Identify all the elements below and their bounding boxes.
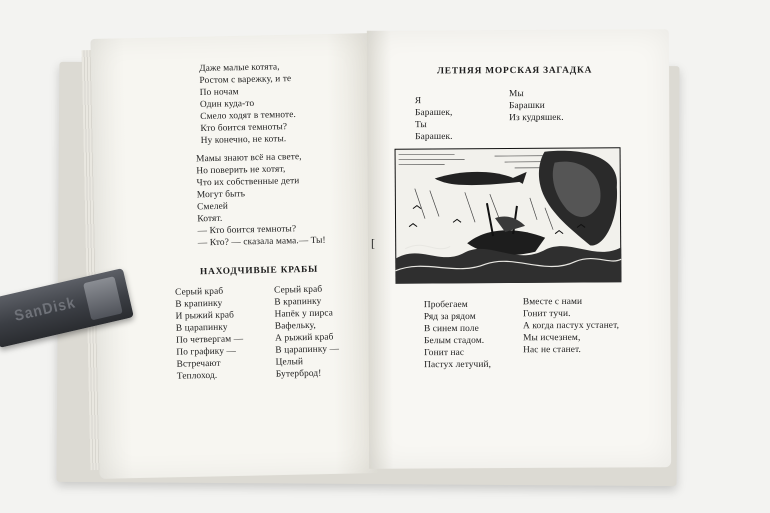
text-line: Смелей [197, 201, 229, 213]
text-line: Могут быть [196, 189, 246, 201]
poem-top [199, 61, 296, 147]
text-line: Ну конечно, не коты. [200, 134, 287, 146]
text-line: А когда пастух устанет, [522, 320, 620, 332]
text-line: По четвергам — [176, 334, 244, 346]
text-line: Ты [415, 120, 427, 131]
riddle-col-1 [415, 95, 453, 143]
poem-mid [196, 151, 326, 250]
crabs-title: НАХОДЧИВЫЕ КРАБЫ [199, 264, 319, 278]
lower-col-2 [523, 296, 619, 357]
text-line: В царапинку [175, 322, 228, 334]
text-line: — Кто боится темноты? [197, 224, 297, 237]
text-line: Белым стадом. [424, 335, 485, 347]
text-line: Вместе с нами [522, 296, 583, 308]
text-line: Мы исчезнем, [523, 332, 581, 344]
text-line: Встречают [176, 358, 221, 370]
text-line: Бутерброд! [275, 368, 322, 380]
gutter-mark: [ [371, 236, 375, 250]
text-line: — Кто? — сказала мама.— Ты! [197, 235, 326, 249]
text-line: В крапинку [274, 296, 322, 308]
text-line: Теплоход. [176, 370, 218, 382]
text-line: Один куда-то [199, 98, 255, 111]
text-line: Но поверить не хотят, [196, 164, 286, 177]
text-line: Я [414, 96, 422, 107]
storm-sea-ship-icon [395, 147, 622, 284]
text-line: Нас не станет. [523, 344, 581, 356]
riddle-title: ЛЕТНЯЯ МОРСКАЯ ЗАГАДКА [436, 65, 593, 77]
text-line: В синем поле [423, 323, 479, 335]
text-line: И рыжий краб [175, 310, 235, 322]
text-line: Барашки [508, 100, 545, 112]
text-line: Мамы знают всё на свете, [196, 152, 302, 165]
text-line: Гонит тучи. [522, 309, 571, 320]
drive-clip [83, 276, 123, 320]
lower-col-1 [424, 299, 491, 371]
text-line: По ночам [199, 87, 239, 99]
drive-label: SanDisk [12, 293, 78, 325]
crabs-col-1 [175, 285, 244, 382]
text-line: Барашек. [415, 131, 453, 143]
text-line: В крапинку [175, 298, 223, 310]
text-line: Что их собственные дети [196, 176, 300, 189]
text-line: Кто боится темноты? [200, 122, 288, 134]
text-line: В царапинку — [275, 344, 340, 356]
text-line: Ростом с варежку, и те [199, 74, 292, 87]
text-line: Из кудряшек. [509, 112, 564, 124]
crabs-col-2 [274, 283, 340, 380]
text-line: Гонит нас [424, 347, 465, 359]
text-line: А рыжий краб [275, 332, 334, 344]
text-line: Напёк у пирса [274, 308, 334, 320]
riddle-col-2 [509, 88, 564, 124]
text-line: Барашек, [414, 107, 453, 119]
text-line: Серый краб [175, 286, 224, 298]
text-line: Котят. [197, 213, 223, 225]
text-line: Ряд за рядом [423, 311, 476, 323]
text-line: Пробегаем [423, 299, 468, 311]
text-line: Даже малые котята, [199, 62, 280, 75]
text-line: Целый [275, 357, 304, 368]
text-line: Смело ходят в темноте. [200, 109, 297, 122]
text-line: Вафельку, [274, 320, 317, 332]
text-line: Серый краб [274, 284, 323, 296]
text-line: Пастух летучий, [424, 359, 492, 371]
text-line: По графику — [176, 346, 237, 358]
text-line: Мы [508, 89, 524, 100]
